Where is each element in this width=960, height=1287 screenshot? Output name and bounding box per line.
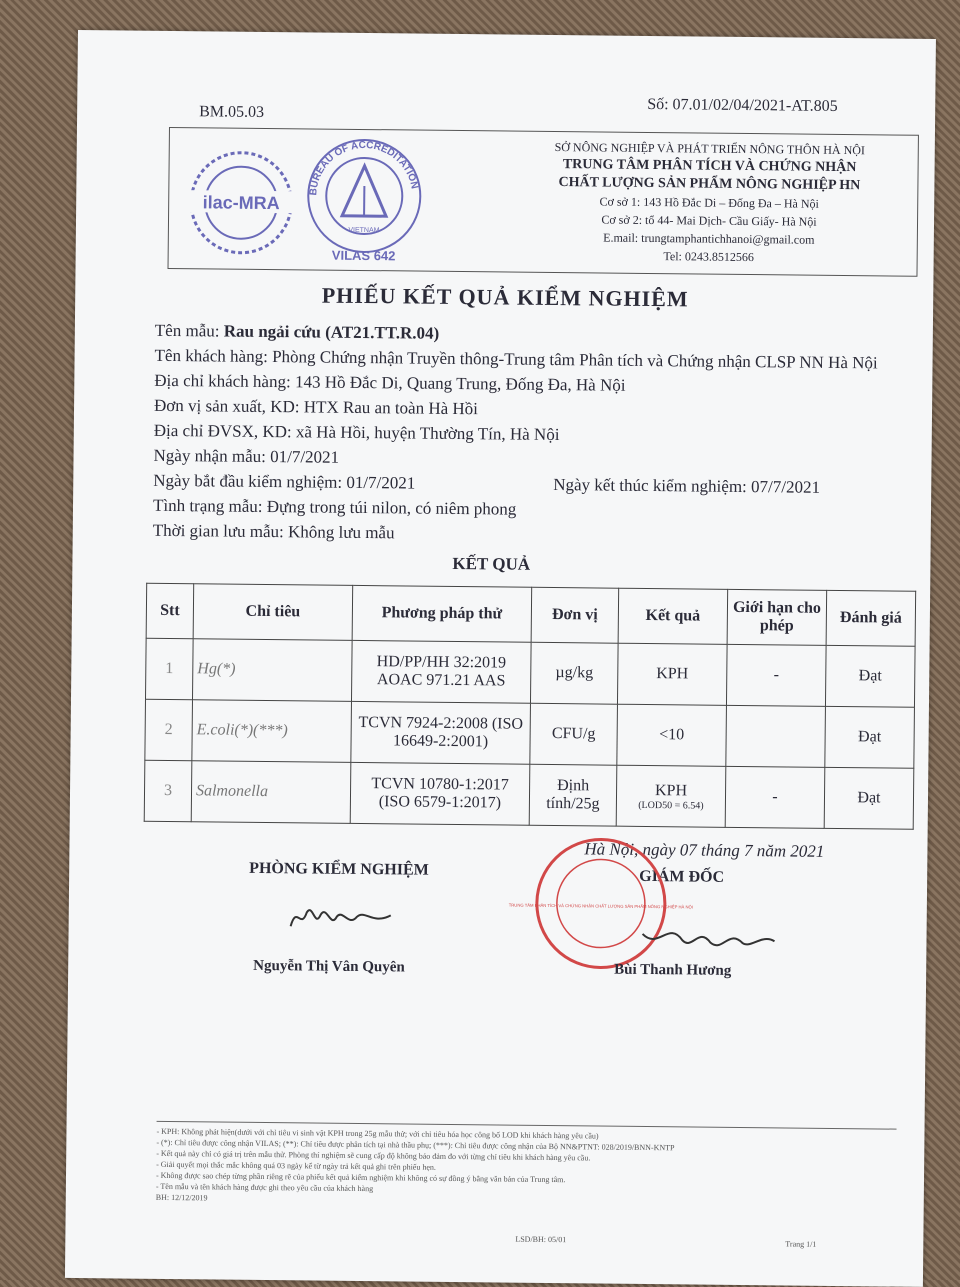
ilac-mra-logo [181,146,302,259]
sample-value: Rau ngải cứu (AT21.TT.R.04) [224,322,440,343]
producer-address: Địa chỉ ĐVSX, KD: xã Hà Hồi, huyện Thường Tín, Hà Nội [154,421,560,445]
row-stt: 1 [145,638,193,699]
row-unit: CFU/g [530,703,618,765]
org-line-2: TRUNG TÂM PHÂN TÍCH VÀ CHỨNG NHẬN [510,156,910,178]
row-result [617,704,727,766]
col-evaluation: Đánh giá [826,590,916,646]
issue-date: Hà Nội, ngày 07 tháng 7 năm 2021 [584,839,824,862]
row-unit: Định tính/25g [529,764,617,826]
row-limit: - [726,644,826,706]
table-header-row [146,583,916,646]
form-code: BM.05.03 [199,103,264,122]
org-line-6: E.mail: trungtamphantichhanoi@gmail.com [509,228,909,250]
document-title: PHIẾU KẾT QUẢ KIỂM NGHIỆM [265,282,745,313]
lab-signer-name: Nguyễn Thị Vân Quyên [253,958,405,977]
ilac-logo-text: ilac-MRA [203,192,280,213]
stamp-text: TRUNG TÂM PHÂN TÍCH VÀ CHỨNG NHẬN CHẤT LƯỢNG SẢN PHẨM NÔNG NGHIỆP HÀ NỘI [509,903,693,910]
row-method: TCVN 7924-2:2008 (ISO 16649-2:2001) [351,701,531,764]
sample-storage: Thời gian lưu mẫu: Không lưu mẫu [153,521,395,544]
row-result-value: KPH [656,665,688,682]
footer-note: - (*): Chỉ tiêu được công nhận VILAS; (**): Chỉ tiêu được phân tích tại nhà thầu phụ; (***): Chỉ tiêu được công nhận của Bộ NN&PTNT: 028/2019/BNN-KNTP [156,1137,896,1156]
row-result-value: KPH [655,782,687,799]
producer: Đơn vị sản xuất, KD: HTX Rau an toàn Hà Hồi [154,396,478,419]
org-line-3: CHẤT LƯỢNG SẢN PHẨM NÔNG NGHIỆP HN [509,174,909,196]
col-limit: Giới hạn cho phép [727,589,827,645]
row-stt: 2 [145,699,193,760]
vilas-logo [304,135,425,264]
test-start-date: Ngày bắt đầu kiểm nghiệm: 01/7/2021 [153,471,415,494]
table-row [145,699,915,768]
row-method: TCVN 10780-1:2017 (ISO 6579-1:2017) [350,762,530,825]
results-title: KẾT QUẢ [452,554,530,575]
row-limit: - [725,766,825,828]
row-stt: 3 [144,760,192,821]
customer-address: Địa chỉ khách hàng: 143 Hồ Đắc Di, Quang Trung, Đống Đa, Hà Nội [154,371,625,396]
lab-title: PHÒNG KIỂM NGHIỆM [249,860,429,880]
col-unit: Đơn vị [531,587,619,643]
footer-code: LSD/BH: 05/01 [515,1235,566,1245]
lab-signature [287,900,397,935]
footer-note: - Không được sao chép từng phần riêng rẽ của phiếu kết quả kiểm nghiệm khi không có sự đồng ý bằng văn bản của Trung tâm. [156,1170,896,1189]
footer-note: - Kết quả này chỉ có giá trị trên mẫu thử. Phòng thí nghiệm sẽ cung cấp độ không bảo đảm đo với từng chỉ tiêu khi khách hàng yêu cầu. [156,1148,896,1167]
page-number: Trang 1/1 [785,1239,816,1248]
row-result-note [622,683,722,684]
footer-note: - Tên mẫu và tên khách hàng được ghi theo yêu cầu của khách hàng [156,1181,896,1200]
sample-name [155,321,440,344]
row-indicator: Hg(*) [192,639,352,702]
vilas-code: VILAS 642 [332,248,396,264]
report-number: Số: 07.01/02/04/2021-AT.805 [647,96,838,116]
table-row [145,638,915,707]
row-unit: µg/kg [530,642,618,704]
row-result-value: <10 [659,726,684,743]
vilas-ring-text: BUREAU OF ACCREDITATION [308,139,420,197]
org-line-5: Cơ sở 2: tổ 44- Mai Dịch- Cầu Giấy- Hà Nội [509,210,909,232]
header-box [168,127,919,277]
row-indicator: E.coli(*)(***) [192,700,352,763]
row-method: HD/PP/HH 32:2019 AOAC 971.21 AAS [351,640,531,703]
test-end-date: Ngày kết thúc kiểm nghiệm: 07/7/2021 [553,475,820,498]
org-line-1: SỞ NÔNG NGHIỆP VÀ PHÁT TRIỂN NÔNG THÔN HÀ NỘI [510,138,910,160]
sample-condition: Tình trạng mẫu: Đựng trong túi nilon, có niêm phong [153,496,517,520]
customer-name: Tên khách hàng: Phòng Chứng nhận Truyền thông-Trung tâm Phân tích và Chứng nhận CLSP NN Hà Nội [154,346,877,374]
director-title: GIÁM ĐỐC [639,868,724,887]
director-signature [638,914,778,955]
row-result [617,643,727,705]
director-signer-name: Bùi Thanh Hương [614,962,731,980]
organization-block [509,138,910,268]
row-result [616,765,726,827]
col-indicator: Chỉ tiêu [193,584,353,641]
footer-notes [156,1121,897,1211]
footer-note: - KPH: Không phát hiện(dưới với chỉ tiêu vi sinh vật KPH trong 25g mẫu thử; với chỉ tiêu hóa học công bố LOD khi khách hàng yêu cầu) [156,1126,896,1145]
row-limit [726,705,826,767]
row-result-note: (LOD50 = 6.54) [621,799,721,811]
org-line-7: Tel: 0243.8512566 [509,246,909,268]
row-result-note [622,744,722,745]
col-method: Phương pháp thử [352,585,532,642]
row-indicator: Salmonella [191,761,351,824]
row-evaluation: Đạt [825,706,915,768]
table-row [144,760,914,829]
footer-note: BH: 12/12/2019 [156,1192,896,1211]
footer-note: - Giải quyết mọi thắc mắc không quá 03 ngày kể từ ngày trả kết quả ghi trên phiếu hẹn. [156,1159,896,1178]
vilas-country: VIETNAM [348,227,379,234]
col-stt: Stt [146,583,194,638]
col-result: Kết quả [618,588,728,644]
sample-label: Tên mẫu: [155,321,224,341]
row-evaluation: Đạt [825,645,915,707]
received-date: Ngày nhận mẫu: 01/7/2021 [153,446,339,468]
row-evaluation: Đạt [824,767,914,829]
results-table [144,583,916,830]
org-line-4: Cơ sở 1: 143 Hồ Đắc Di – Đống Đa – Hà Nội [509,192,909,214]
report-paper [65,30,936,1287]
